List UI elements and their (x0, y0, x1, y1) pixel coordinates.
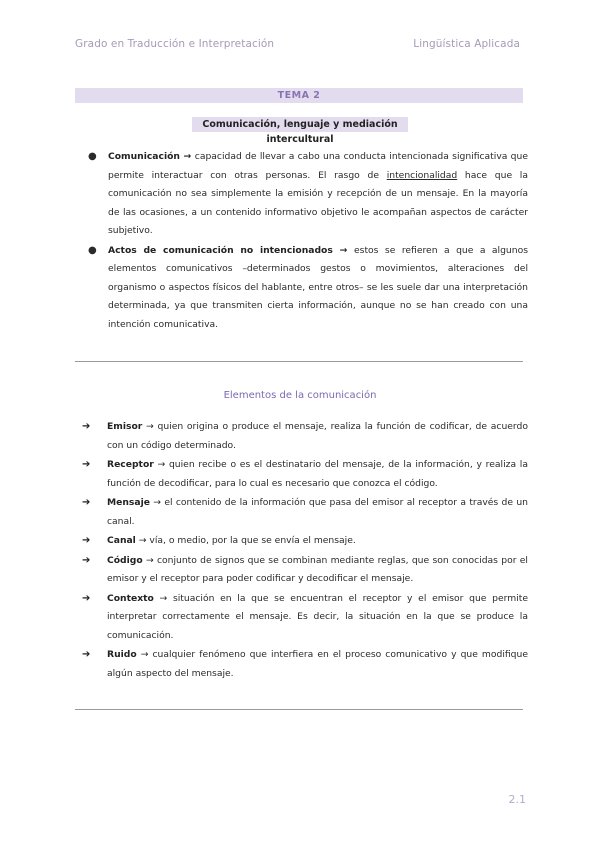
list-item (88, 242, 528, 335)
topic-subtitle: Comunicación, lenguaje y mediación intercultural (192, 117, 408, 132)
definitions-list (88, 148, 528, 335)
list-item (82, 590, 528, 646)
arrow-icon: ➔ (82, 592, 91, 604)
element-text: → vía, o medio, por la que se envía el mensaje. (135, 535, 356, 546)
element-text: → quien origina o produce el mensaje, realiza la función de codificar, de acuerdo con un código determinado. (107, 421, 528, 451)
divider (75, 709, 523, 710)
element-term: Emisor (107, 421, 143, 432)
elements-list (82, 418, 528, 684)
definition-text: hace que la comunicación no sea simplemente la emisión y recepción de un mensaje. En la mayoría de las ocasiones, a un contenido informativo objetivo le acompañan aspectos de carácter subjetivo. (108, 169, 528, 236)
arrow-icon: ➔ (82, 459, 91, 470)
element-text: → quien recibe o es el destinatario del mensaje, de la información, y realiza la función de decodificar, para lo cual es necesario que conozca el código. (107, 459, 528, 489)
arrow-icon: ➔ (82, 554, 91, 566)
element-term: Ruido (107, 649, 137, 660)
element-text: → el contenido de la información que pasa del emisor al receptor a través de un canal. (107, 497, 528, 527)
element-term: Canal (107, 535, 136, 546)
list-item (82, 418, 528, 455)
header-subject: Lingüística Aplicada (413, 38, 520, 50)
bullet-icon: ● (88, 151, 97, 162)
page-number: 2.1 (508, 793, 526, 806)
list-item (82, 532, 528, 551)
divider (75, 361, 523, 362)
term-comunicacion: Comunicación (108, 151, 180, 162)
term-actos: Actos de comunicación no intencionados (108, 244, 333, 256)
arrow-icon: → (179, 151, 195, 162)
header-course: Grado en Traducción e Interpretación (75, 38, 275, 50)
underlined-term: intencionalidad (386, 169, 458, 181)
definition-text: capacidad de llevar a cabo una conducta intencionada significativa que permite interactuar con otras personas. El rasgo de (108, 151, 528, 181)
list-item (88, 148, 528, 241)
arrow-icon: ➔ (82, 421, 91, 432)
element-text: → conjunto de signos que se combinan mediante reglas, que son conocidas por el emisor y el receptor para poder codificar y decodificar el mensaje. (107, 554, 528, 584)
section-title: Elementos de la comunicación (223, 390, 377, 401)
bullet-icon: ● (88, 244, 97, 256)
list-item (82, 494, 528, 531)
element-term: Código (107, 554, 143, 566)
element-text: → situación en la que se encuentran el receptor y el emisor que permite interpretar correctamente el mensaje. Es decir, la situación en la que se produce la comunicación. (107, 592, 528, 641)
arrow-icon: → (332, 244, 355, 256)
topic-heading: TEMA 2 (75, 88, 523, 103)
definition-text: estos se refieren a que a algunos elementos comunicativos –determinados gestos o movimientos, alteraciones del organismo o aspectos físicos del hablante, entre otros– se les suele dar una interpretación determinada, ya que transmiten cierta información, aunque no se han creado con una intención comunicativa. (108, 244, 528, 330)
element-text: → cualquier fenómeno que interfiera en el proceso comunicativo y que modifique algún aspecto del mensaje. (107, 649, 528, 679)
list-item (82, 646, 528, 683)
element-term: Contexto (107, 592, 154, 604)
element-term: Mensaje (107, 497, 150, 508)
arrow-icon: ➔ (82, 649, 91, 660)
element-term: Receptor (107, 459, 154, 470)
arrow-icon: ➔ (82, 497, 91, 508)
list-item (82, 456, 528, 493)
arrow-icon: ➔ (82, 535, 91, 546)
list-item (82, 552, 528, 589)
